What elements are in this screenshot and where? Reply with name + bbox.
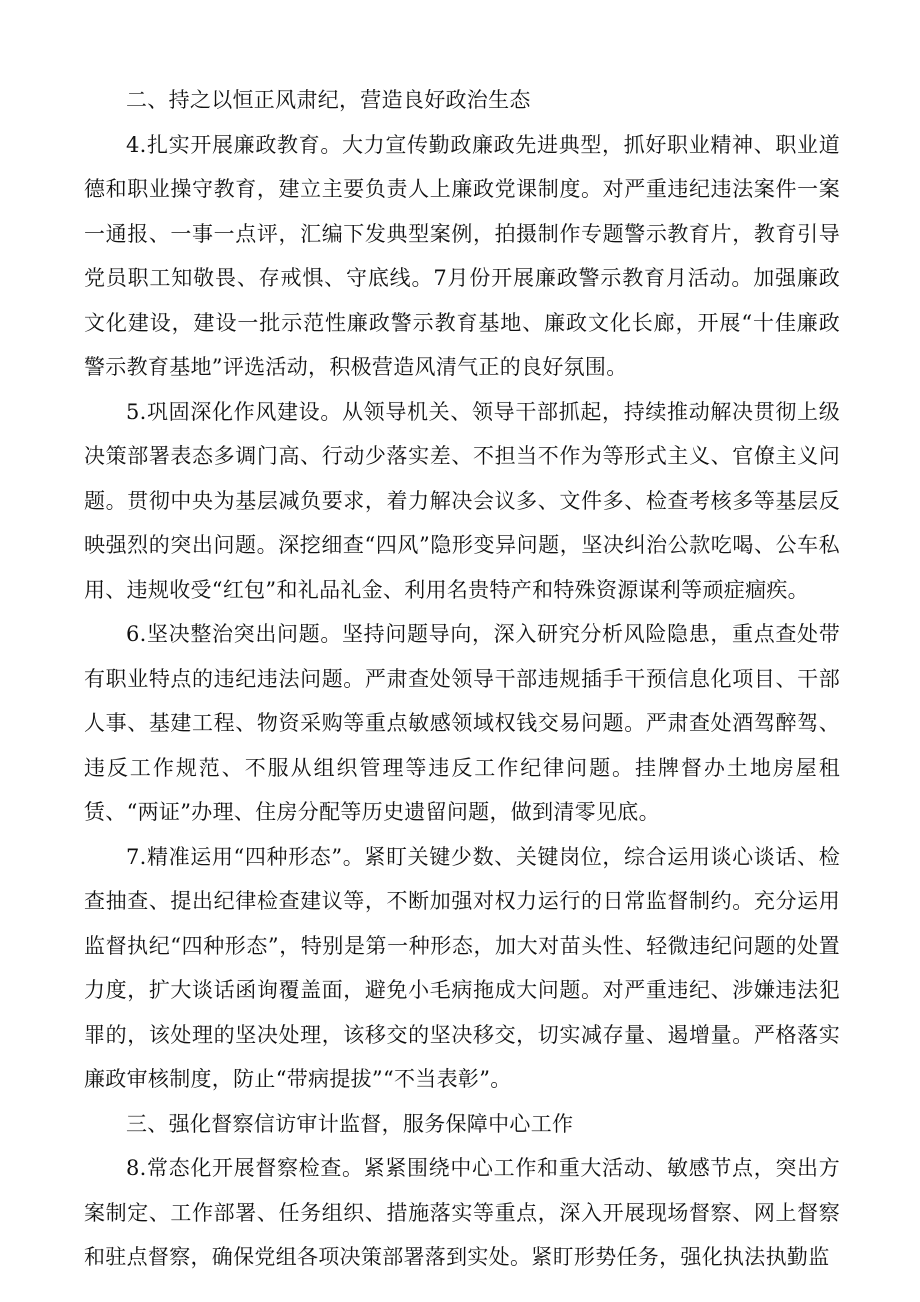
document-body xyxy=(84,78,840,1280)
paragraph-item-7: 7.精准运用“四种形态”。紧盯关键少数、关键岗位，综合运用谈心谈话、检查抽查、提出纪律检查建议等，不断加强对权力运行的日常监督制约。充分运用监督执纪“四种形态”，特别是第一种形态，加大对苗头性、轻微违纪问题的处置力度，扩大谈话函询覆盖面，避免小毛病拖成大问题。对严重违纪、涉嫌违法犯罪的，该处理的坚决处理，该移交的坚决移交，切实减存量、遏增量。严格落实廉政审核制度，防止“带病提拔”“不当表彰”。 xyxy=(84,844,840,1091)
section-heading-2: 二、持之以恒正风肃纪，营造良好政治生态 xyxy=(126,88,531,112)
paragraph-item-4: 4.扎实开展廉政教育。大力宣传勤政廉政先进典型，抓好职业精神、职业道德和职业操守教育，建立主要负责人上廉政党课制度。对严重违纪违法案件一案一通报、一事一点评，汇编下发典型案例，拍摄制作专题警示教育片，教育引导党员职工知敬畏、存戒惧、守底线。7月份开展廉政警示教育月活动。加强廉政文化建设，建设一批示范性廉政警示教育基地、廉政文化长廊，开展“十佳廉政警示教育基地”评选活动，积极营造风清气正的良好氛围。 xyxy=(84,132,840,379)
paragraph-item-6: 6.坚决整治突出问题。坚持问题导向，深入研究分析风险隐患，重点查处带有职业特点的违纪违法问题。严肃查处领导干部违规插手干预信息化项目、干部人事、基建工程、物资采购等重点敏感领域权钱交易问题。严肃查处酒驾醉驾、违反工作规范、不服从组织管理等违反工作纪律问题。挂牌督办土地房屋租赁、“两证”办理、住房分配等历史遗留问题，做到清零见底。 xyxy=(84,622,840,824)
section-heading-3: 三、强化督察信访审计监督，服务保障中心工作 xyxy=(126,1111,574,1136)
paragraph-item-8: 8.常态化开展督察检查。紧紧围绕中心工作和重大活动、敏感节点，突出方案制定、工作部署、任务组织、措施落实等重点，深入开展现场督察、网上督察和驻点督察，确保党组各项决策部署落到实处。紧盯形势任务，强化执法执勤监 xyxy=(84,1156,840,1269)
paragraph-item-5: 5.巩固深化作风建设。从领导机关、领导干部抓起，持续推动解决贯彻上级决策部署表态多调门高、行动少落实差、不担当不作为等形式主义、官僚主义问题。贯彻中央为基层减负要求，着力解决会议多、文件多、检查考核多等基层反映强烈的突出问题。深挖细查“四风”隐形变异问题，坚决纠治公款吃喝、公车私用、违规收受“红包”和礼品礼金、利用名贵特产和特殊资源谋利等顽症痼疾。 xyxy=(84,399,840,602)
